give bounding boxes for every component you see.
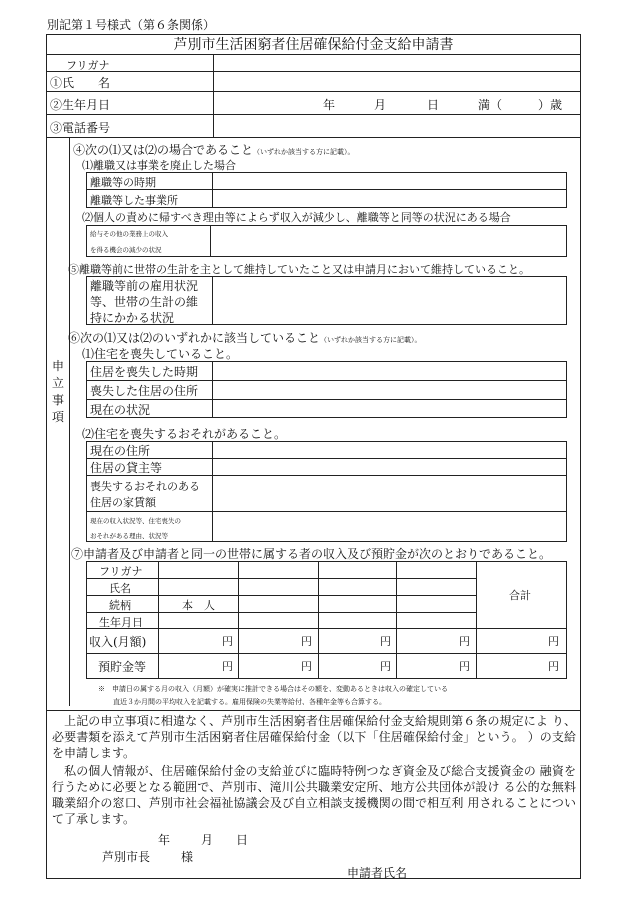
- birth-year-label: 年: [323, 98, 336, 112]
- row-label-relation: 続柄: [109, 599, 131, 612]
- item6-sub2: ⑵住宅を喪失するおそれがあること。: [82, 427, 287, 441]
- current-situation-field[interactable]: [213, 400, 566, 417]
- item5-label-2: 等、世帯の生計の維: [90, 295, 199, 309]
- rent-field[interactable]: [213, 476, 566, 510]
- name-label: ①氏 名: [50, 76, 111, 90]
- date-day-label: 日: [236, 833, 249, 847]
- separation-time-field[interactable]: [213, 173, 566, 188]
- landlord-label: 住居の貸主等: [90, 461, 163, 475]
- date-month-label: 月: [201, 833, 214, 847]
- current-address-label: 現在の住所: [90, 444, 151, 458]
- housing-lost-time-label: 住居を喪失した時期: [90, 365, 199, 379]
- item5-heading: ⑤離職等前に世帯の生計を主として維持していたこと又は申請月において維持していること。: [68, 263, 530, 276]
- yen-savings-4: 円: [459, 660, 470, 673]
- housing-lost-time-field[interactable]: [213, 362, 566, 379]
- separation-workplace-label: 離職等した事業所: [90, 194, 178, 207]
- date-year-label: 年: [158, 833, 171, 847]
- privacy-consent-paragraph: 私の個人情報が、住居確保給付金の支給並びに臨時特例つなぎ資金及び総合支援資金の 融資を行うために必要となる範囲で、芦別市、滝川公共職業安定所、地方公共団体が設け る公的な無料職業紹介の窓口、芦別市社会福祉協議会及び自立相談支援機関の間で相互利 用されることについて了承します。: [52, 764, 576, 826]
- relation-self: 本 人: [182, 599, 215, 612]
- item5-label-3: 持にかかる状況: [90, 311, 175, 325]
- risk-reason-label-1: 現在の収入状況等、住宅喪失の: [90, 517, 181, 525]
- birth-label: ②生年月日: [50, 98, 111, 112]
- mayor-label: 芦別市長: [102, 850, 151, 864]
- yen-savings-total: 円: [548, 660, 559, 673]
- income-note-1: ※ 申請日の属する月の収入（月額）が確実に推計できる場合はその額を、変動あるときは収入の確定している: [98, 685, 448, 693]
- rent-label-1: 喪失するおそれのある: [90, 480, 200, 493]
- rent-label-2: 住居の家賃額: [90, 496, 156, 509]
- total-label: 合計: [509, 589, 531, 602]
- honorific-label: 様: [181, 850, 194, 864]
- furigana-label: フリガナ: [66, 59, 110, 72]
- item7-heading: ⑦申請者及び申請者と同一の世帯に属する者の収入及び預貯金が次のとおりであること。: [71, 547, 552, 561]
- row-label-birthdate: 生年月日: [99, 616, 143, 629]
- income-reduction-label-2: を得る機会の減少の状況: [90, 246, 162, 254]
- separation-workplace-field[interactable]: [213, 190, 566, 207]
- side-label-1: 申: [52, 359, 65, 373]
- yen-income-3: 円: [380, 635, 391, 648]
- item4-sub2: ⑵個人の責めに帰すべき理由等によらず収入が減少し、離職等と同等の状況にある場合: [82, 211, 511, 224]
- side-label-3: 事: [52, 393, 65, 407]
- current-situation-label: 現在の状況: [90, 403, 151, 417]
- income-note-2: 直近３か月間の平均収入を記載する。雇用保険の失業等給付、各種年金等も合算する。: [113, 698, 386, 706]
- form-number-label: 別記第１号様式（第６条関係）: [47, 18, 216, 32]
- birth-day-label: 日: [427, 98, 440, 112]
- yen-income-2: 円: [301, 635, 312, 648]
- applicant-signature-label: 申請者氏名: [347, 866, 408, 880]
- housing-lost-address-label: 喪失した住居の住所: [90, 384, 199, 398]
- row-label-income: 収入(月額): [89, 635, 147, 649]
- item6-heading: ⑥次の⑴又は⑵のいずれかに該当していること（いずれか該当する方に記載）。: [68, 331, 422, 345]
- income-reduction-field[interactable]: [211, 226, 566, 256]
- side-label-4: 項: [52, 410, 65, 424]
- yen-savings-2: 円: [301, 660, 312, 673]
- item5-label-1: 離職等前の雇用状況: [90, 279, 199, 293]
- page-title: 芦別市生活困窮者住居確保給付金支給申請書: [47, 35, 580, 55]
- landlord-field[interactable]: [213, 459, 566, 474]
- yen-income-total: 円: [548, 635, 559, 648]
- age-prefix: 満（: [478, 98, 503, 112]
- yen-savings-1: 円: [222, 660, 233, 673]
- side-label-2: 立: [52, 376, 65, 390]
- declaration-paragraph: 上記の申立事項に相違なく、芦別市生活困窮者住居確保給付金支給規則第６条の規定によ り、必要書類を添えて芦別市生活困窮者住居確保給付金（以下「住居確保給付金」という。 ）の支給を申請します。: [52, 714, 576, 760]
- item5-field[interactable]: [213, 277, 566, 324]
- age-suffix: ）歳: [538, 98, 563, 112]
- name-field[interactable]: [214, 72, 579, 90]
- row-label-name: 氏名: [109, 582, 131, 595]
- row-label-furigana: フリガナ: [99, 565, 143, 578]
- separation-time-label: 離職等の時期: [90, 176, 156, 189]
- yen-savings-3: 円: [380, 660, 391, 673]
- yen-income-1: 円: [222, 635, 233, 648]
- current-address-field[interactable]: [213, 442, 566, 457]
- furigana-field[interactable]: [214, 56, 579, 70]
- housing-lost-address-field[interactable]: [213, 381, 566, 398]
- row-label-savings: 預貯金等: [98, 660, 147, 674]
- phone-field[interactable]: [214, 115, 579, 136]
- item4-sub1: ⑴離職又は事業を廃止した場合: [82, 159, 236, 172]
- phone-label: ③電話番号: [50, 121, 111, 135]
- yen-income-4: 円: [459, 635, 470, 648]
- item4-heading: ④次の⑴又は⑵の場合であること（いずれか該当する方に記載）。: [73, 143, 355, 157]
- applicant-signature-field[interactable]: [410, 860, 575, 876]
- item6-sub1: ⑴住宅を喪失していること。: [82, 347, 239, 361]
- birth-month-label: 月: [374, 98, 387, 112]
- risk-reason-label-2: おそれがある理由、状況等: [90, 532, 168, 540]
- risk-reason-field[interactable]: [213, 512, 566, 541]
- income-reduction-label-1: 給与その他の業務上の収入: [90, 230, 168, 238]
